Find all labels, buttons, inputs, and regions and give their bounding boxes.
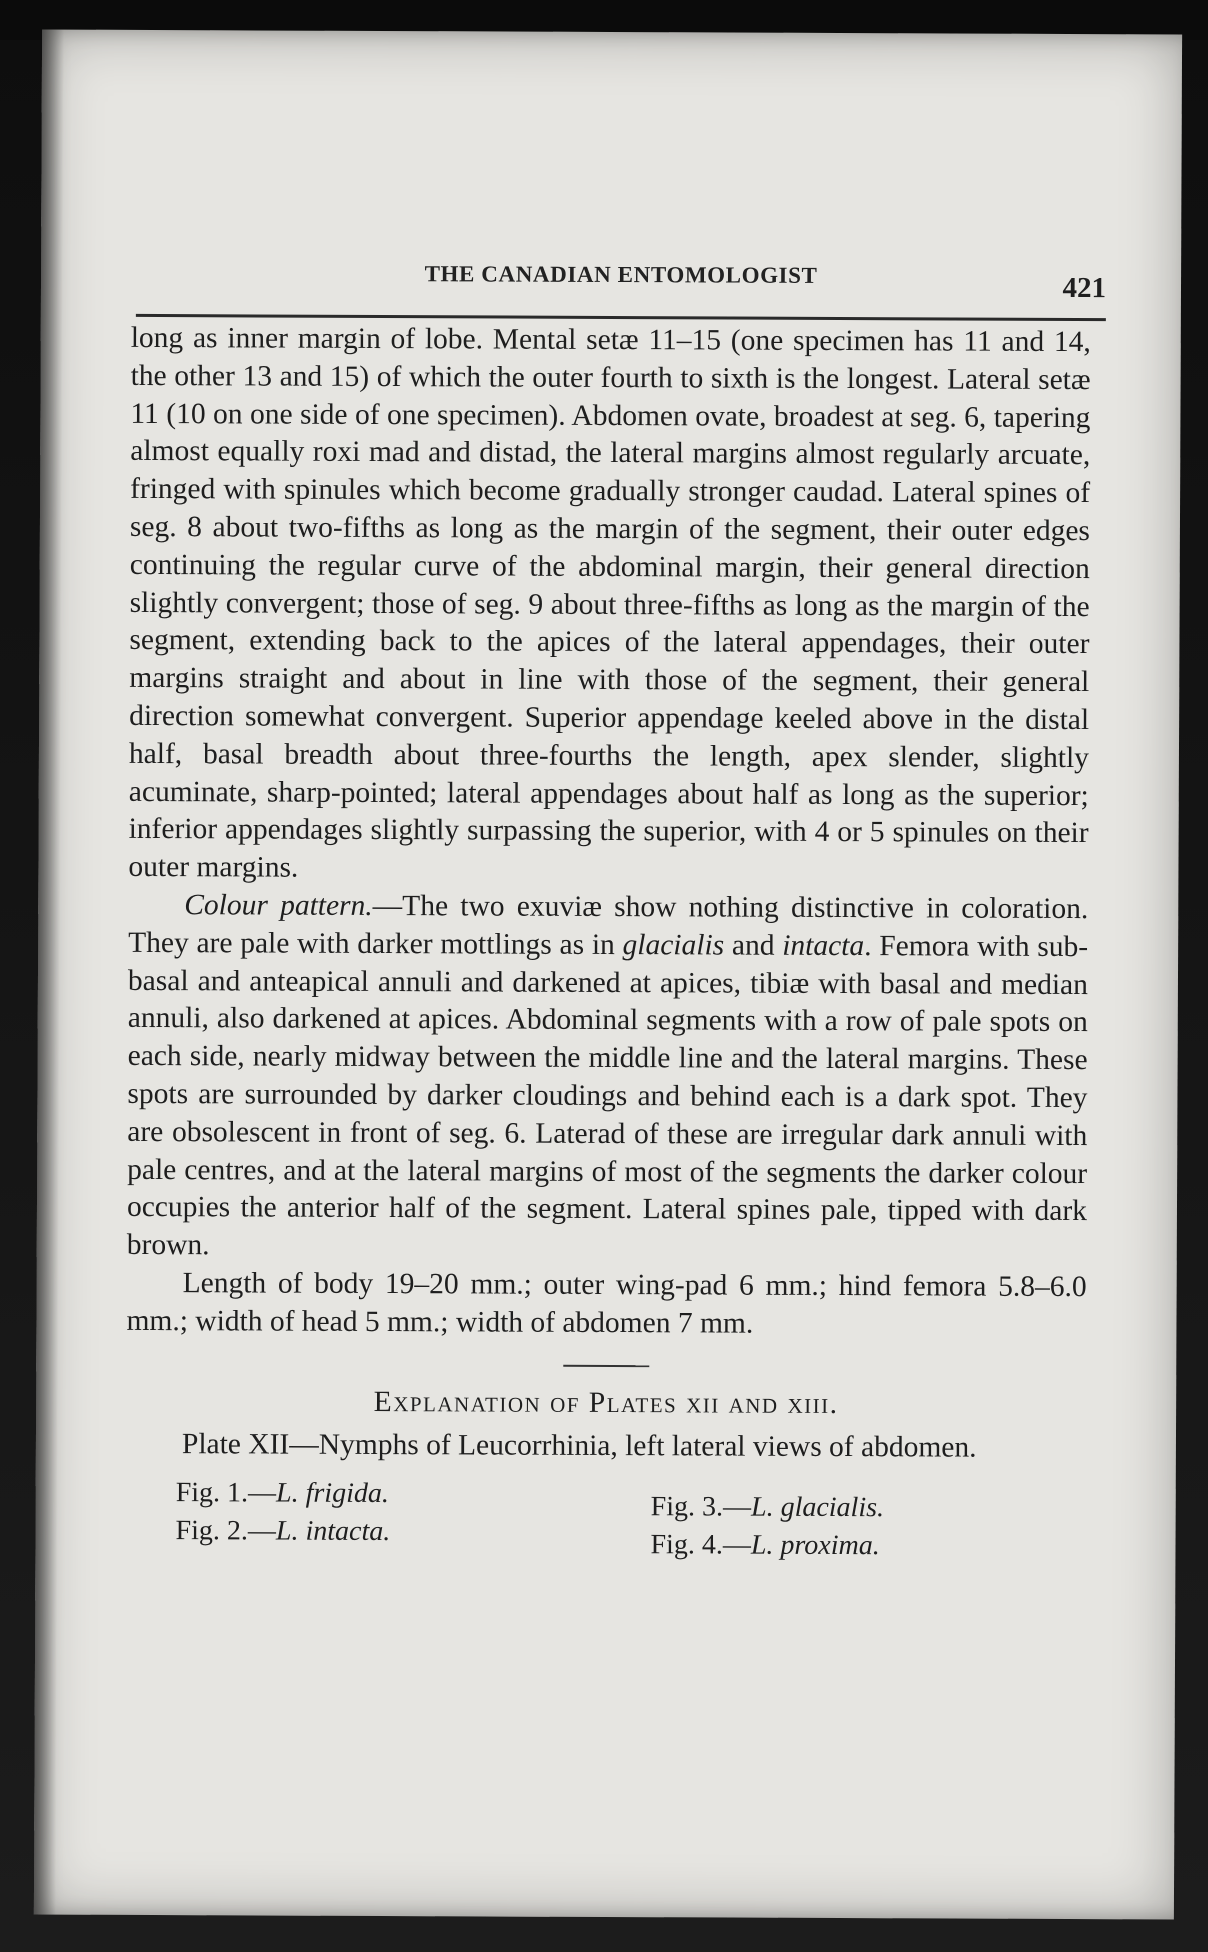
plate-xii-caption: Plate XII—Nymphs of Leucorrhinia, left lateral views of abdomen. xyxy=(181,1428,977,1464)
figure-label: Fig. 4.— xyxy=(650,1529,751,1561)
figure-species: L. proxima. xyxy=(750,1529,880,1562)
paragraph-colour-pattern xyxy=(127,887,1089,1269)
colour-text-a: —The two exuviæ show nothing distinctive in coloration. They are pale with darker mottlings as in xyxy=(128,889,1089,961)
figure-list xyxy=(125,1474,1085,1566)
figure-species: L. intacta. xyxy=(275,1515,391,1548)
figure-item xyxy=(651,1488,1066,1528)
page-body xyxy=(125,320,1090,1566)
section-divider xyxy=(563,1364,649,1366)
colour-text-c: . Femora with sub-basal and anteapical annuli and darkened at apices, tibiæ with basal and median annuli, also darkened at apices. Abdominal segments with a row of pale spots on each side, nearly midway between the middle line and the lateral margins. These spots are surrounded by darker cloudings and behind each is a dark spot. They are obsolescent in front of seg. 6. Laterad of these are irregular dark annuli with pale centres, and at the lateral margins of most of the segments the darker colour occupies the anterior half of the segment. Lateral spines pale, tipped with dark brown. xyxy=(126,929,1089,1262)
species-glacialis: glacialis xyxy=(622,928,725,962)
species-intacta: intacta xyxy=(782,929,865,962)
figure-label: Fig. 1.— xyxy=(175,1477,277,1509)
running-title: THE CANADIAN ENTOMOLOGIST xyxy=(424,261,818,288)
plates-title: Explanation of Plates xii and xiii. xyxy=(373,1385,839,1420)
colour-text-b: and xyxy=(724,929,783,962)
figure-item xyxy=(176,1474,596,1514)
figure-column-left xyxy=(125,1474,595,1564)
page-header xyxy=(136,230,1106,314)
book-page xyxy=(34,30,1182,1920)
figure-species: L. frigida. xyxy=(276,1477,389,1510)
figure-item xyxy=(650,1526,1065,1566)
figure-item xyxy=(175,1512,595,1552)
paragraph-description: long as inner margin of lobe. Mental setæ 11–15 (one specimen has 11 and 14, the other 13 and 15) of which the outer fourth to sixth is the longest. Lateral setæ 11 (10 on one side of one specimen). Abdomen ovate, broadest at seg. 6, tapering almost equally roxi mad and distad, the lateral margins almost regularly arcuate, fringed with spinules which become gradually stronger caudad. Lateral spines of seg. 8 about two-fifths as long as the margin of the segment, their outer edges continuing the regular curve of the abdominal margin, their general direction slightly convergent; those of seg. 9 about three-fifths as long as the margin of the segment, extending back to the apices of the lateral appendages, their outer margins straight and about in line with those of the segment, their general direction somewhat convergent. Superior appendage keeled above in the distal half, basal breadth about three-fourths the length, apex slender, slightly acuminate, sharp-pointed; lateral appendages about half as long as the superior; inferior appendages slightly surpassing the superior, with 4 or 5 spinules on their outer margins. xyxy=(128,321,1091,884)
paragraph-measurements: Length of body 19–20 mm.; outer wing-pad 6 mm.; hind femora 5.8–6.0 mm.; width of head 5 mm.; width of abdomen 7 mm. xyxy=(126,1267,1087,1340)
colour-pattern-heading: Colour pattern. xyxy=(184,889,373,922)
figure-label: Fig. 2.— xyxy=(175,1515,276,1547)
figure-label: Fig. 3.— xyxy=(650,1491,752,1523)
figure-column-right xyxy=(595,1476,1065,1566)
page-number: 421 xyxy=(1062,271,1107,305)
figure-species: L. glacialis. xyxy=(750,1491,885,1524)
